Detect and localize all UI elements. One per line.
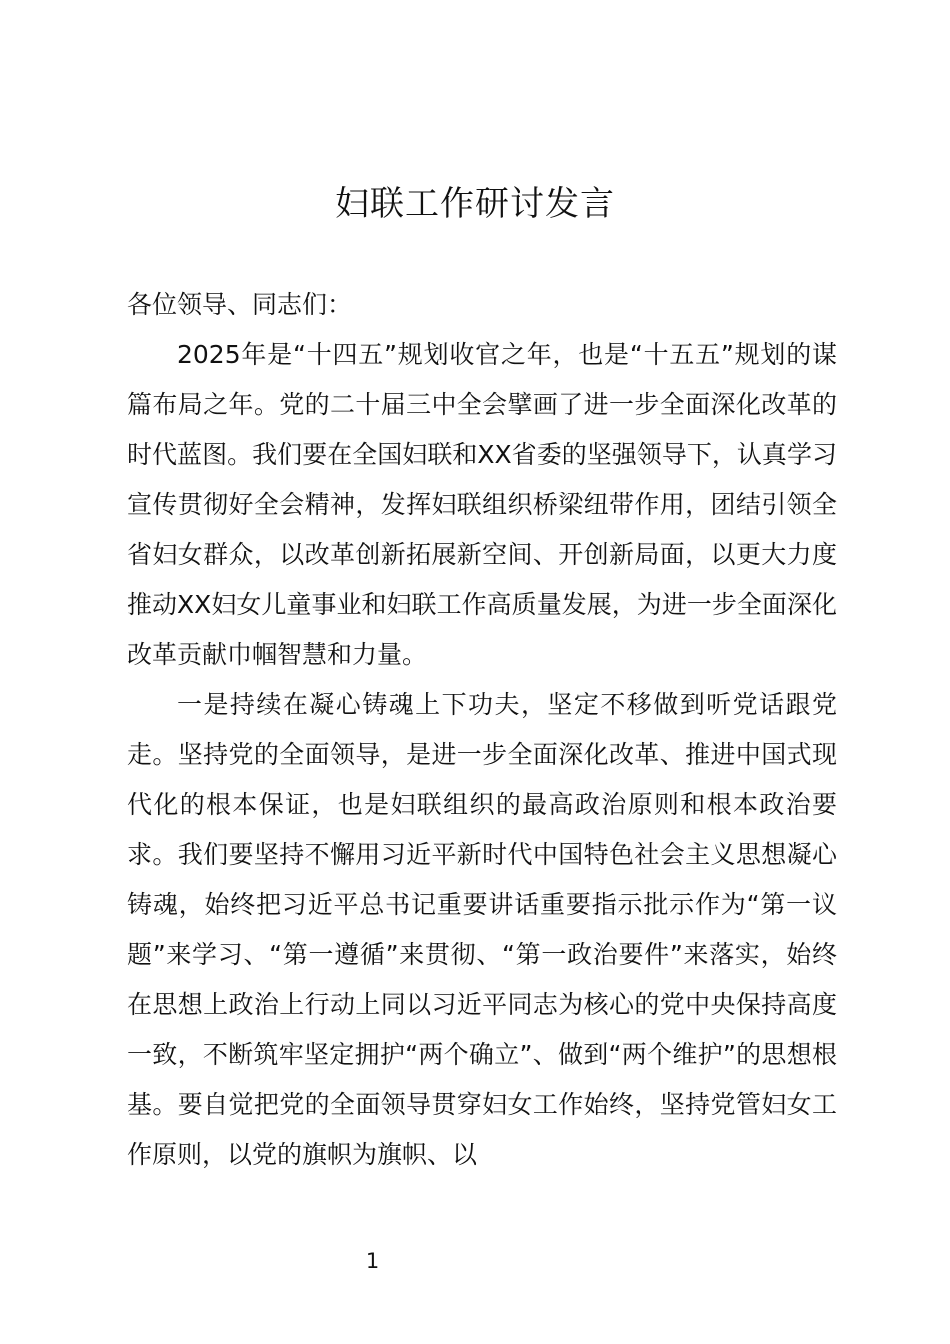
document-title: 妇联工作研讨发言: [335, 184, 615, 224]
page-number: 1: [365, 1249, 380, 1273]
paragraph: 一是持续在凝心铸魂上下功夫，坚定不移做到听党话跟党走。坚持党的全面领导，是进一步全面深化改革、推进中国式现代化的根本保证，也是妇联组织的最高政治原则和根本政治要求。我们要坚持不懈用习近平新时代中国特色社会主义思想凝心铸魂，始终把习近平总书记重要讲话重要指示批示作为“第一议题”来学习、“第一遵循”来贯彻、“第一政治要件”来落实，始终在思想上政治上行动上同以习近平同志为核心的党中央保持高度一致，不断筑牢坚定拥护“两个确立”、做到“两个维护”的思想根基。要自觉把党的全面领导贯穿妇女工作始终，坚持党管妇女工作原则，以党的旗帜为旗帜、以: [127, 690, 837, 1169]
paragraph: 2025年是“十四五”规划收官之年，也是“十五五”规划的谋篇布局之年。党的二十届三中全会擘画了进一步全面深化改革的时代蓝图。我们要在全国妇联和XX省委的坚强领导下，认真学习宣传贯彻好全会精神，发挥妇联组织桥梁纽带作用，团结引领全省妇女群众，以改革创新拓展新空间、开创新局面，以更大力度推动XX妇女儿童事业和妇联工作高质量发展，为进一步全面深化改革贡献巾帼智慧和力量。: [127, 340, 837, 669]
salutation: 各位领导、同志们：: [127, 290, 353, 319]
document-body: [127, 280, 837, 1180]
